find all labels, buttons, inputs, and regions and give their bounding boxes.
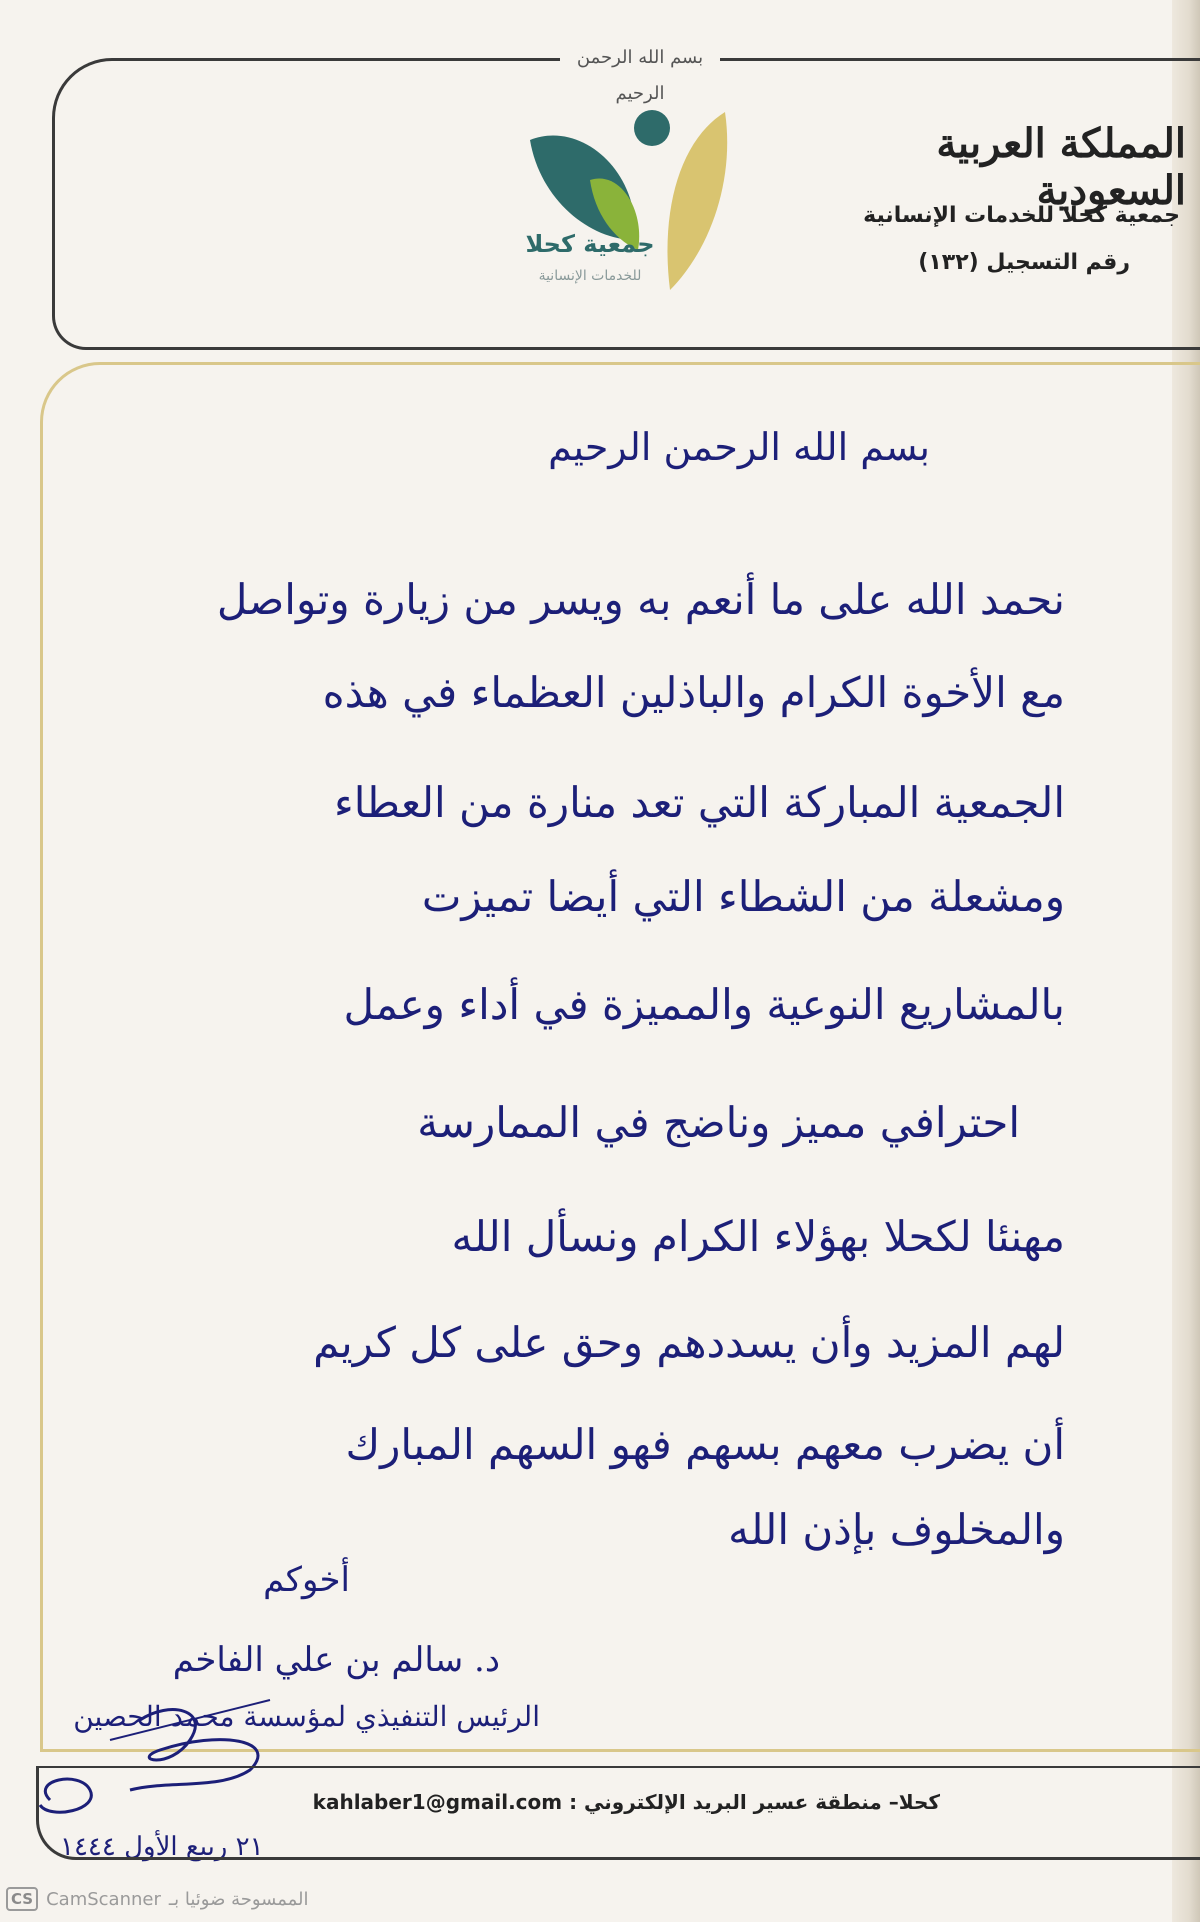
- registration-number: رقم التسجيل (١٣٢): [918, 250, 1130, 275]
- camscanner-caption: الممسوحة ضوئيا بـ: [168, 1888, 309, 1910]
- letter-line: ومشعلة من الشطاء التي أيضا تميزت: [421, 872, 1065, 921]
- camscanner-label: CamScanner: [46, 1888, 161, 1910]
- signer-name: د. سالم بن علي الفاخم: [172, 1640, 500, 1680]
- letter-line: أن يضرب معهم بسهم فهو السهم المبارك: [345, 1420, 1065, 1469]
- letter-line: والمخلوف بإذن الله: [728, 1505, 1065, 1554]
- letter-line: بالمشاريع النوعية والمميزة في أداء وعمل: [343, 980, 1065, 1029]
- signature-date: ٢١ ربيع الأول ١٤٤٤: [60, 1832, 264, 1862]
- letter-line: لهم المزيد وأن يسددهم وحق على كل كريم: [313, 1318, 1065, 1367]
- footer-contact: كحلا– منطقة عسير البريد الإلكتروني : kahlaber1@gmail.com: [312, 1790, 940, 1814]
- letter-line: احترافي مميز وناضج في الممارسة: [417, 1098, 1020, 1147]
- kingdom-title: المملكة العربية السعودية: [936, 120, 1186, 214]
- letter-line: الجمعية المباركة التي تعد منارة من العطاء: [333, 778, 1065, 827]
- camscanner-watermark: [6, 1884, 309, 1914]
- logo-name: جمعية كحلا: [525, 230, 655, 258]
- letter-line: مهنئا لكحلا بهؤلاء الكرام ونسأل الله: [451, 1212, 1065, 1261]
- letter-line: نحمد الله على ما أنعم به ويسر من زيارة وتواصل: [216, 575, 1065, 624]
- closing-text: أخوكم: [263, 1560, 350, 1600]
- camscanner-logo-icon: CS: [6, 1887, 38, 1911]
- letterhead-basmala: بسم الله الرحمن الرحيم: [560, 40, 720, 76]
- logo-subtitle: للخدمات الإنسانية: [538, 268, 642, 284]
- handwritten-basmala: بسم الله الرحمن الرحيم: [548, 425, 930, 469]
- signer-title: الرئيس التنفيذي لمؤسسة محمد الحصين: [73, 1700, 540, 1733]
- letter-line: مع الأخوة الكرام والباذلين العظماء في هذه: [322, 668, 1065, 717]
- association-name: جمعية كحلا للخدمات الإنسانية: [863, 203, 1180, 228]
